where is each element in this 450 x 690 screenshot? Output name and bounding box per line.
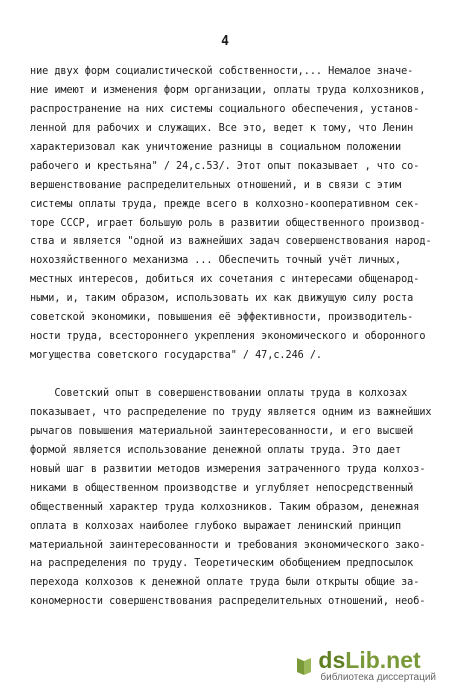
text-line: вершенствование распределительных отношений, и в связи с этим [30,179,402,191]
text-line: местных интересов, добиться их сочетания с интересами общенарод- [30,274,420,286]
text-line: могущества советского государства" / 47,с.246 /. [30,350,323,362]
text-line: никами в общественном производстве и углубляет непосредственный [30,482,414,494]
watermark-brand [318,648,420,672]
watermark-text [318,648,436,684]
text-line: оплата в колхозах наиболее глубоко выражает ленинский принцип [30,520,402,532]
text-line: ние двух форм социалистической собственности,... Немалое значе- [30,66,414,77]
watermark-brand-prefix: ds [318,647,346,673]
text-line: рабочего и крестьяна" / 24,с.53/. Этот опыт показывает , что со- [30,160,420,172]
dslib-watermark [294,648,436,684]
text-line: ными, и, таким образом, использовать их как движущую силу роста [30,293,414,305]
text-line: показывает, что распределение по труду является одним из важнейших [30,406,432,418]
text-line: советской экономики, повышения её эффективности, производитель- [30,312,414,324]
text-line: торе СССР, играет большую роль в развитии общественного производ- [30,217,426,229]
text-line: системы оплаты труда, прежде всего в колхозно-кооперативном сек- [30,198,420,210]
text-line: нохозяйственного механизма ... Обеспечить точный учёт личных, [30,255,402,267]
text-line: ства и является "одной из важнейших задач совершенствования народ- [30,236,432,248]
text-line: перехода колхозов к денежной оплате труда были открыты общие за- [30,577,420,589]
text-line: общественный характер труда колхозников. Таким образом, денежная [30,501,420,513]
paragraph-2 [30,385,444,612]
text-line: новый шаг в развитии методов измерения затраченного труда колхоз- [30,463,426,475]
book-icon [294,654,314,678]
paragraph-1 [30,63,444,366]
text-line: ние имеют и изменения форм организации, оплаты труда колхозников, [30,84,426,96]
text-line: Советский опыт в совершенствовании оплаты труда в колхозах [30,388,408,399]
text-line: рычагов повышения материальной заинтересованности, и его высшей [30,425,414,437]
text-line: характеризовал как уничтожение разницы в социальном положении [30,141,402,153]
text-line: на распределения по труду. Теоретическим обобщением предпосылок [30,558,414,570]
text-line: ленной для рабочих и служащих. Все это, ведет к тому, что Ленин [30,122,414,134]
page-number: 4 [221,34,229,49]
text-line: кономерности совершенствования распределительных отношений, необ- [30,596,426,608]
watermark-brand-rest: Lib.net [345,647,421,673]
text-line: материальной заинтересованности и требования экономического зако- [30,539,426,551]
text-line: распространение на них системы социального обеспечения, установ- [30,103,420,115]
text-line: формой является использование денежной оплаты труда. Это дает [30,444,402,456]
watermark-subtitle: библиотека диссертаций [320,672,436,683]
text-line: ности труда, всестороннего укрепления экономического и оборонного [30,331,426,343]
